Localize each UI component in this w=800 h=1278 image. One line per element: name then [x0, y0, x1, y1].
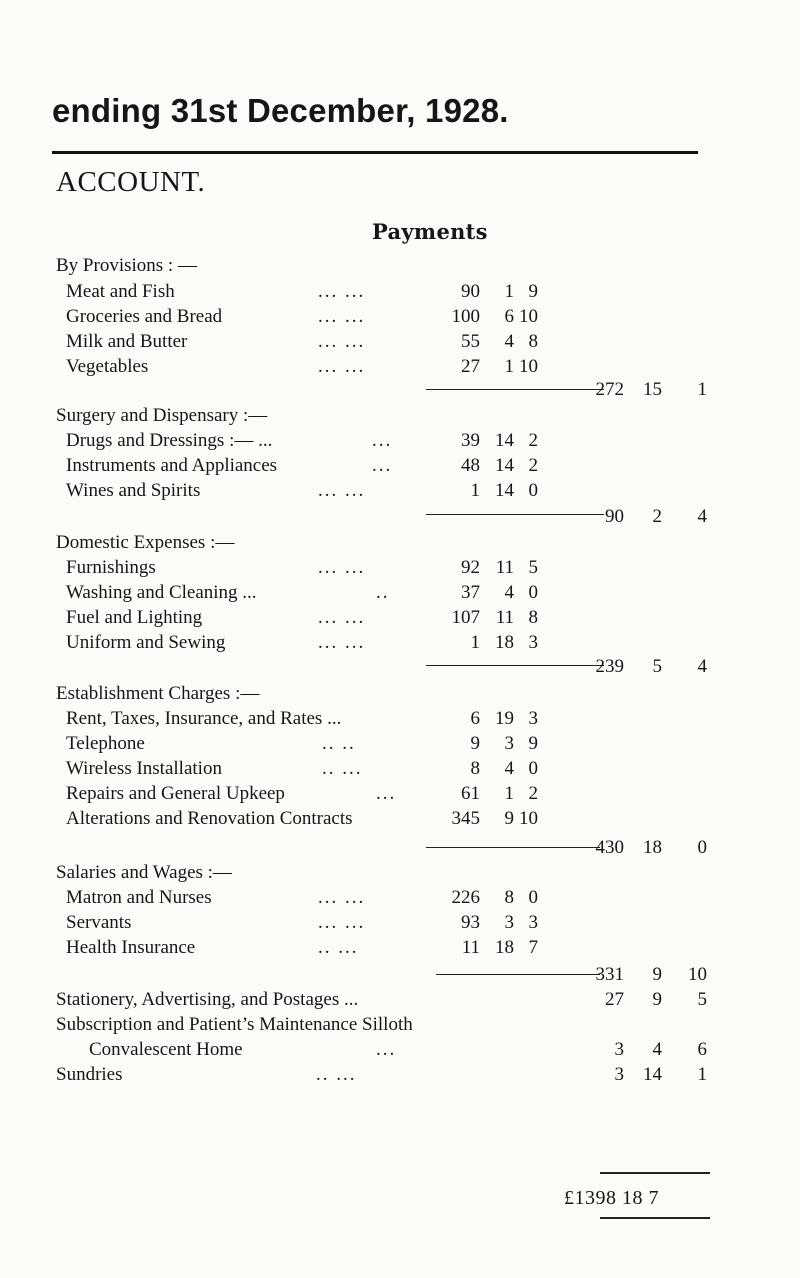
amount-pence: 3	[528, 912, 538, 933]
leader-dots: .. ...	[322, 758, 363, 779]
section-domestic-label: Domestic Expenses :—	[56, 532, 235, 553]
stationery-label: Stationery, Advertising, and Postages ...	[56, 989, 359, 1010]
amount-pounds: 27	[461, 356, 480, 377]
page-heading: ending 31st December, 1928.	[52, 92, 509, 129]
section-total-pence: 0	[697, 837, 707, 858]
section-total-pounds: 239	[595, 656, 624, 677]
amount-pounds: 107	[451, 607, 480, 628]
section-total-pounds: 90	[605, 506, 624, 527]
amount-pounds: 92	[461, 557, 480, 578]
item-label: Groceries and Bread	[66, 306, 223, 327]
leader-dots: .. ...	[316, 1064, 357, 1085]
amount-pounds: 90	[461, 281, 480, 302]
sundries-pounds: 3	[614, 1064, 624, 1085]
amount-pence: 5	[528, 557, 538, 578]
amount-shillings: 3	[504, 733, 514, 754]
amount-pence: 3	[528, 632, 538, 653]
amount-pence: 7	[528, 937, 538, 958]
heading-rule	[52, 151, 698, 154]
amount-shillings: 11	[495, 557, 514, 578]
section-total-pounds: 331	[595, 964, 624, 985]
amount-pence: 0	[528, 758, 538, 779]
subscription-label-line2: Convalescent Home	[89, 1039, 243, 1060]
leader-dots: ...	[376, 783, 397, 804]
item-label: Milk and Butter	[66, 331, 188, 352]
amount-pence: 2	[528, 455, 538, 476]
stationery-pence: 5	[697, 989, 707, 1010]
section-establishment-label: Establishment Charges :—	[56, 683, 260, 704]
amount-pence: 0	[528, 887, 538, 908]
amount-shillings: 14	[495, 430, 514, 451]
amount-shillings: 19	[495, 708, 514, 729]
item-label: Fuel and Lighting	[66, 607, 203, 628]
leader-dots: .. ...	[318, 937, 359, 958]
amount-pounds: 226	[451, 887, 480, 908]
item-label: Repairs and General Upkeep	[66, 783, 285, 804]
amount-pounds: 1	[470, 480, 480, 501]
item-label: Matron and Nurses	[66, 887, 212, 908]
amount-pounds: 100	[451, 306, 480, 327]
amount-pence: 0	[528, 480, 538, 501]
amount-pence: 0	[528, 582, 538, 603]
amount-pence: 2	[528, 783, 538, 804]
amount-pounds: 48	[461, 455, 480, 476]
grand-total: £1398 18 7	[564, 1187, 659, 1209]
leader-dots: .. ..	[322, 733, 356, 754]
section-total-shillings: 18	[643, 837, 662, 858]
amount-pence: 9	[528, 733, 538, 754]
item-label: Vegetables	[66, 356, 149, 377]
subscription-shillings: 4	[652, 1039, 662, 1060]
amount-pounds: 8	[470, 758, 480, 779]
account-title: ACCOUNT.	[56, 166, 206, 198]
item-label: Servants	[66, 912, 132, 933]
section-surgery-label: Surgery and Dispensary :—	[56, 405, 268, 426]
leader-dots: ... ...	[318, 281, 366, 302]
section-salaries-label: Salaries and Wages :—	[56, 862, 232, 883]
amount-shillings: 9	[504, 808, 514, 829]
amount-pounds: 9	[470, 733, 480, 754]
amount-pence: 8	[528, 331, 538, 352]
amount-shillings: 4	[504, 758, 514, 779]
amount-shillings: 1	[504, 281, 514, 302]
section-total-pounds: 272	[595, 379, 624, 400]
item-label: Furnishings	[66, 557, 156, 578]
item-label: Washing and Cleaning ...	[66, 582, 257, 603]
section-total-pence: 4	[697, 656, 707, 677]
amount-pounds: 1	[470, 632, 480, 653]
leader-dots: ... ...	[318, 557, 366, 578]
section-total-pounds: 430	[595, 837, 624, 858]
item-label: Meat and Fish	[66, 281, 175, 302]
amount-shillings: 1	[504, 356, 514, 377]
amount-shillings: 8	[504, 887, 514, 908]
amount-shillings: 18	[495, 632, 514, 653]
amount-pence: 2	[528, 430, 538, 451]
amount-pence: 10	[519, 808, 538, 829]
item-label: Uniform and Sewing	[66, 632, 226, 653]
amount-pence: 10	[519, 306, 538, 327]
leader-dots: ...	[376, 1039, 397, 1060]
leader-dots: ... ...	[318, 607, 366, 628]
amount-pounds: 11	[461, 937, 480, 958]
section-total-shillings: 5	[652, 656, 662, 677]
amount-shillings: 4	[504, 582, 514, 603]
section-total-shillings: 9	[652, 964, 662, 985]
leader-dots: ...	[372, 430, 393, 451]
sundries-label: Sundries	[56, 1064, 123, 1085]
stationery-shillings: 9	[652, 989, 662, 1010]
total-rule-bottom	[600, 1217, 710, 1219]
amount-shillings: 1	[504, 783, 514, 804]
sundries-shillings: 14	[643, 1064, 662, 1085]
item-label: Wines and Spirits	[66, 480, 201, 501]
amount-pence: 9	[528, 281, 538, 302]
leader-dots: ... ...	[318, 331, 366, 352]
section-total-shillings: 15	[643, 379, 662, 400]
amount-pence: 3	[528, 708, 538, 729]
amount-shillings: 18	[495, 937, 514, 958]
item-label: Telephone	[66, 733, 145, 754]
leader-dots: ... ...	[318, 632, 366, 653]
item-label: Rent, Taxes, Insurance, and Rates ...	[66, 708, 342, 729]
amount-pounds: 345	[451, 808, 480, 829]
payments-title: Payments	[372, 219, 488, 244]
sundries-pence: 1	[697, 1064, 707, 1085]
item-label: Drugs and Dressings :— ...	[66, 430, 273, 451]
leader-dots: ..	[376, 582, 390, 603]
subscription-pounds: 3	[614, 1039, 624, 1060]
leader-dots: ... ...	[318, 912, 366, 933]
amount-pounds: 6	[470, 708, 480, 729]
subscription-label-line1: Subscription and Patient’s Maintenance Silloth	[56, 1014, 413, 1035]
amount-pounds: 61	[461, 783, 480, 804]
amount-pounds: 39	[461, 430, 480, 451]
amount-shillings: 4	[504, 331, 514, 352]
amount-shillings: 14	[495, 455, 514, 476]
item-label: Alterations and Renovation Contracts	[66, 808, 353, 829]
amount-pounds: 93	[461, 912, 480, 933]
section-total-shillings: 2	[652, 506, 662, 527]
section-total-pence: 4	[697, 506, 707, 527]
leader-dots: ... ...	[318, 306, 366, 327]
amount-pence: 8	[528, 607, 538, 628]
item-label: Health Insurance	[66, 937, 196, 958]
leader-dots: ... ...	[318, 887, 366, 908]
item-label: Wireless Installation	[66, 758, 222, 779]
amount-shillings: 14	[495, 480, 514, 501]
section-total-pence: 10	[688, 964, 707, 985]
amount-pounds: 55	[461, 331, 480, 352]
leader-dots: ...	[372, 455, 393, 476]
item-label: Instruments and Appliances	[66, 455, 278, 476]
subscription-pence: 6	[697, 1039, 707, 1060]
amount-shillings: 6	[504, 306, 514, 327]
amount-pounds: 37	[461, 582, 480, 603]
leader-dots: ... ...	[318, 356, 366, 377]
amount-pence: 10	[519, 356, 538, 377]
amount-shillings: 11	[495, 607, 514, 628]
section-provisions-label: By Provisions : —	[56, 255, 197, 276]
section-total-pence: 1	[697, 379, 707, 400]
amount-shillings: 3	[504, 912, 514, 933]
total-rule-top	[600, 1172, 710, 1174]
stationery-pounds: 27	[605, 989, 624, 1010]
leader-dots: ... ...	[318, 480, 366, 501]
